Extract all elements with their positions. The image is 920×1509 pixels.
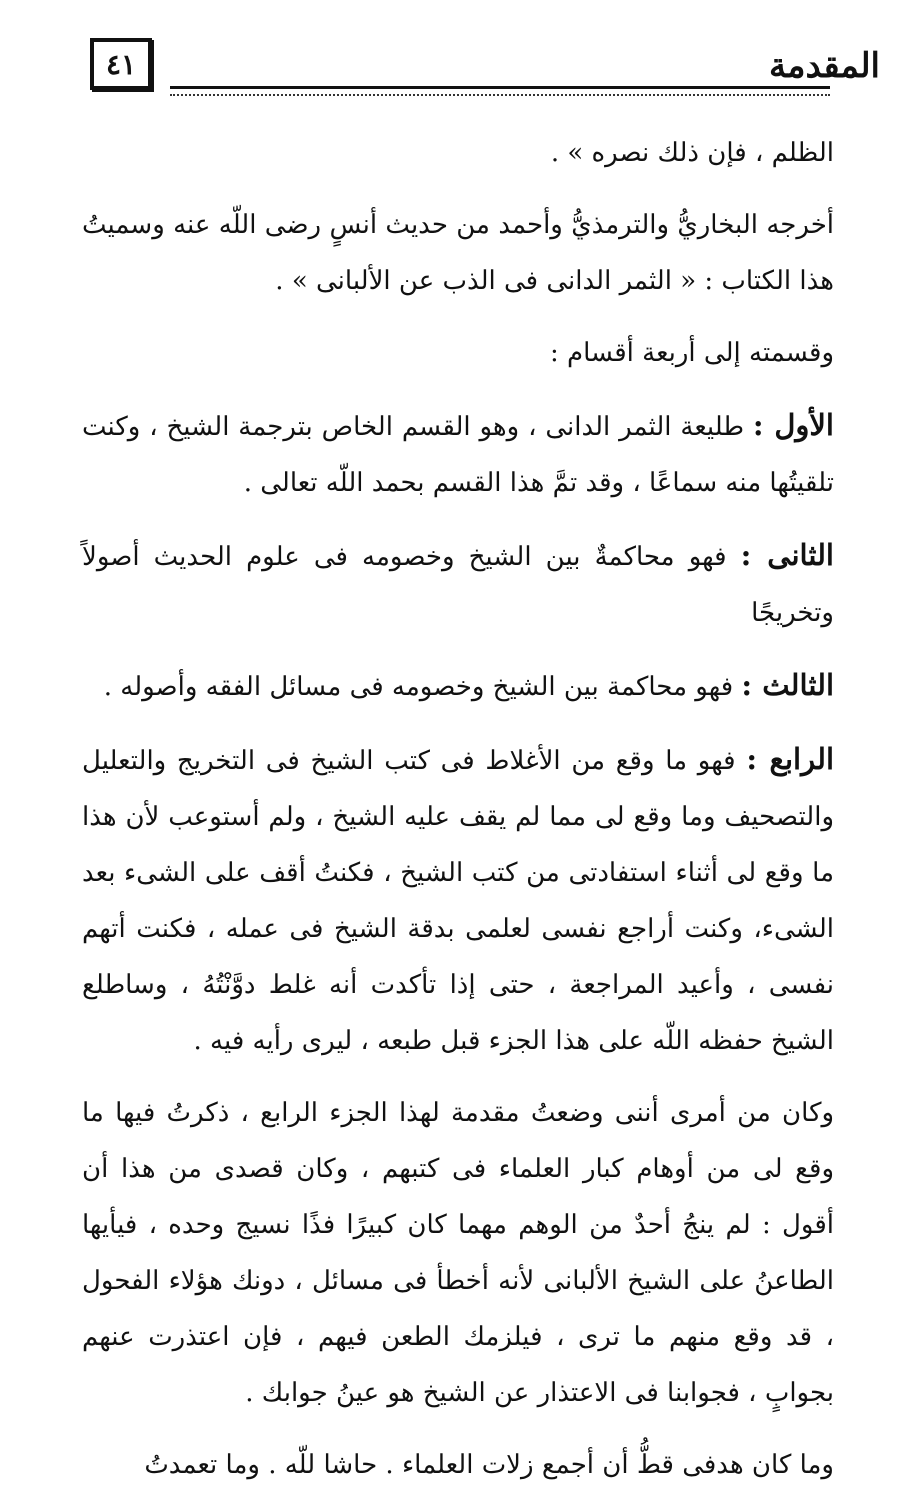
section-label: الثانى : (740, 538, 834, 572)
paragraph-text: الظلم ، فإن ذلك نصره » . (550, 138, 834, 168)
body-text (82, 125, 834, 1509)
paragraph-3 (82, 325, 834, 381)
paragraph-text: وكان من أمرى أننى وضعتُ مقدمة لهذا الجزء الرابع ، ذكرتُ فيها ما وقع لى من أوهام كبار العلماء فى كتبهم ، وكان قصدى من هذا أن أقول : لم ينجُ أحدٌ من الوهم مهما كان كبيرًا فذًا نسيج وحده ، فيأيها الطاعنُ على الشيخ الألبانى لأنه أخطأ فى مسائل ، دونك هؤلاء الفحول ، قد وقع منهم ما ترى ، فيلزمك الطعن فيهم ، فإن اعتذرت عنهم بجوابٍ ، فجوابنا فى الاعتذار عن الشيخ هو عينُ جوابك . (82, 1098, 834, 1408)
paragraph-text: فهو محاكمة بين الشيخ وخصومه فى مسائل الفقه وأصوله . (103, 672, 734, 702)
section-first (82, 397, 834, 511)
paragraph-8 (82, 1085, 834, 1421)
section-second (82, 527, 834, 641)
section-label: الأول : (752, 408, 834, 442)
section-label: الرابع : (746, 742, 835, 776)
paragraph-text: أخرجه البخاريُّ والترمذيُّ وأحمد من حديث أنسٍ رضى اللّه عنه وسميتُ هذا الكتاب : « الثمر الدانى فى الذب عن الألبانى » . (82, 210, 834, 296)
paragraph-text: وما كان هدفى قطُّ أن أجمع زلات العلماء . حاشا للّه . وما تعمدتُ (144, 1450, 834, 1480)
section-fourth (82, 731, 834, 1069)
page-number: ٤١ (90, 38, 152, 90)
paragraph-9 (82, 1437, 834, 1493)
chapter-title: المقدمة (769, 46, 880, 86)
paragraph-text: وقسمته إلى أربعة أقسام : (550, 338, 834, 368)
section-label: الثالث : (741, 668, 834, 702)
paragraph-text: طليعة الثمر الدانى ، وهو القسم الخاص بترجمة الشيخ ، وكنت تلقيتُها منه سماعًا ، وقد تمَّ هذا القسم بحمد اللّه تعالى . (82, 412, 834, 498)
paragraph-text: فهو ما وقع من الأغلاط فى كتب الشيخ فى التخريج والتعليل والتصحيف وما وقع لى مما لم يقف عليه الشيخ ، ولم أستوعب لأن هذا ما وقع لى أثناء استفادتى من كتب الشيخ ، فكنتُ أقف على الشىء بعد الشىء، وكنت أراجع نفسى لعلمى بدقة الشيخ فى عمله ، فكنت أتهم نفسى ، وأعيد المراجعة ، حتى إذا تأكدت أنه غلط دوَّنْتُهُ ، وساطلع الشيخ حفظه اللّه على هذا الجزء قبل طبعه ، ليرى رأيه فيه . (82, 746, 834, 1056)
header-rule (170, 86, 830, 96)
section-third (82, 657, 834, 715)
paragraph-2 (82, 197, 834, 309)
paragraph-text: فهو محاكمةٌ بين الشيخ وخصومه فى علوم الحديث أصولاً وتخريجًا (82, 542, 834, 628)
page-header (90, 38, 880, 108)
paragraph-1 (82, 125, 834, 181)
